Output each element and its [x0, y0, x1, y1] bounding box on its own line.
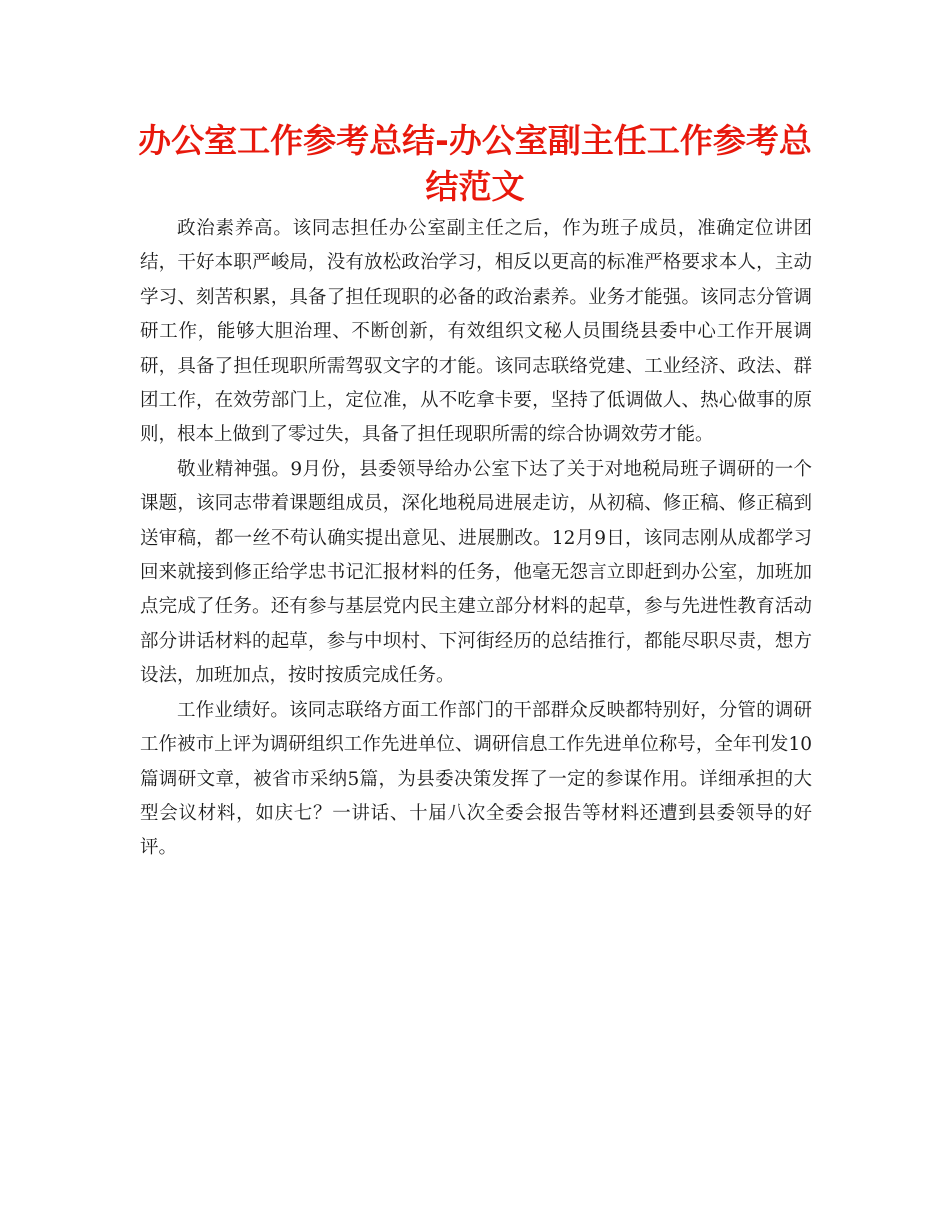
document-body [140, 212, 812, 866]
paragraph-achievements: 工作业绩好。该同志联络方面工作部门的干部群众反映都特别好，分管的调研工作被市上评为调研组织工作先进单位、调研信息工作先进单位称号，全年刊发10篇调研文章，被省市采纳5篇，为县委决策发挥了一定的参谋作用。详细承担的大型会议材料，如庆七？一讲话、十届八次全委会报告等材料还遭到县委领导的好评。 [140, 699, 812, 859]
document-title: 办公室工作参考总结-办公室副主任工作参考总结范文 [138, 121, 812, 206]
paragraph-political-quality: 政治素养高。该同志担任办公室副主任之后，作为班子成员，准确定位讲团结，干好本职严峻局，没有放松政治学习，相反以更高的标准严格要求本人，主动学习、刻苦积累，具备了担任现职的必备的政治素养。业务才能强。该同志分管调研工作，能够大胆治理、不断创新，有效组织文秘人员围绕县委中心工作开展调研，具备了担任现职所需驾驭文字的才能。该同志联络党建、工业经济、政法、群团工作，在效劳部门上，定位准，从不吃拿卡要，坚持了低调做人、热心做事的原则，根本上做到了零过失，具备了担任现职所需的综合协调效劳才能。 [140, 218, 812, 446]
paragraph-dedication: 敬业精神强。9月份，县委领导给办公室下达了关于对地税局班子调研的一个课题，该同志带着课题组成员，深化地税局进展走访，从初稿、修正稿、修正稿到送审稿，都一丝不苟认确实提出意见、进展删改。12月9日，该同志刚从成都学习回来就接到修正给学忠书记汇报材料的任务，他毫无怨言立即赶到办公室，加班加点完成了任务。还有参与基层党内民主建立部分材料的起草，参与先进性教育活动部分讲话材料的起草，参与中坝村、下河街经历的总结推行，都能尽职尽责，想方设法，加班加点，按时按质完成任务。 [140, 458, 812, 687]
